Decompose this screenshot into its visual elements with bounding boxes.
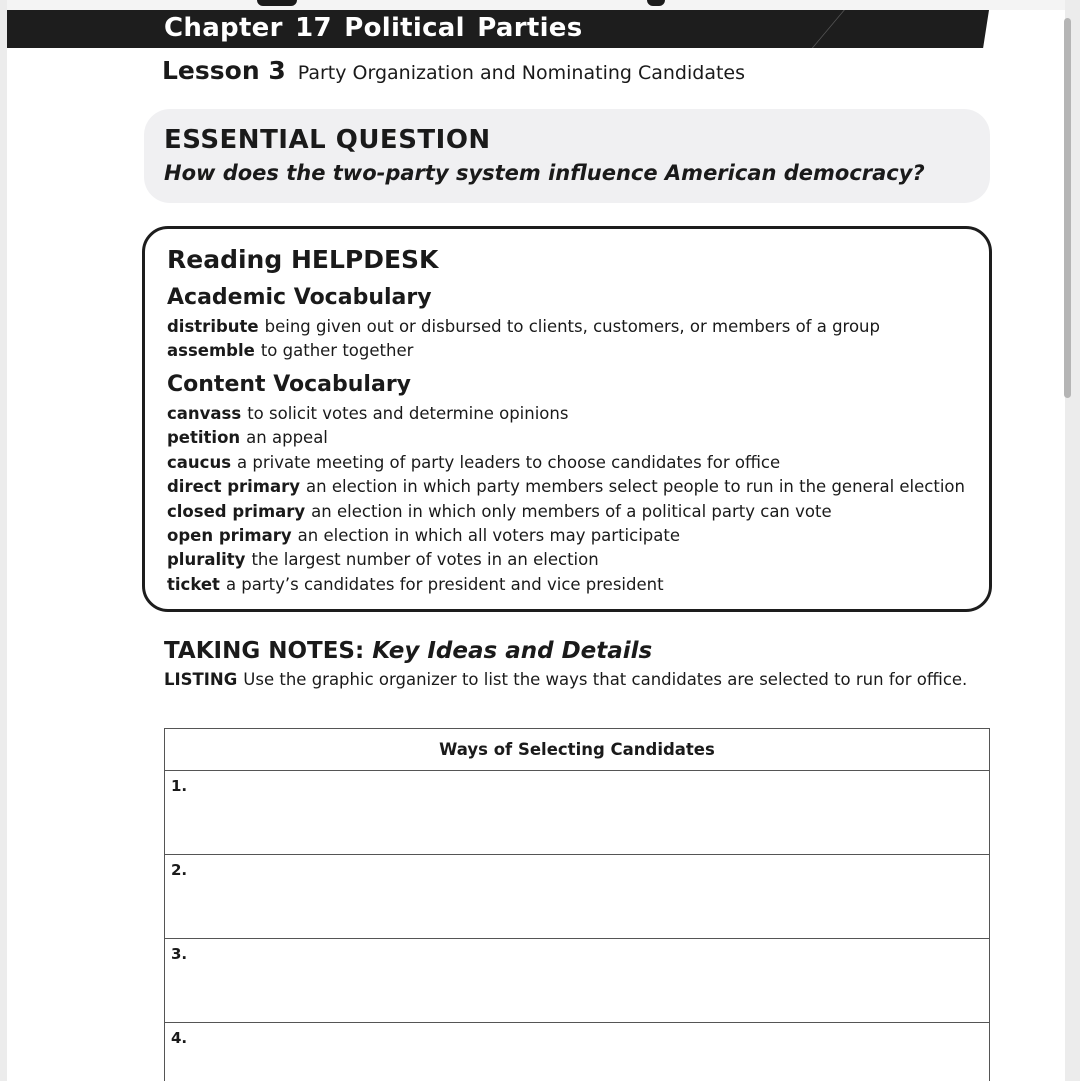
vocab-item [167, 475, 965, 499]
reading-helpdesk-box [142, 226, 992, 612]
vocab-definition: being given out or disbursed to clients, customers, or members of a group [264, 317, 880, 336]
vocab-item [167, 524, 965, 548]
vocab-definition: to gather together [260, 341, 414, 361]
academic-vocabulary-title: Academic Vocabulary [167, 285, 432, 310]
vocab-item [167, 573, 965, 597]
vocab-item [167, 451, 965, 475]
vocab-item [167, 339, 880, 363]
organizer-row[interactable] [165, 1023, 989, 1081]
vocab-definition: a party’s candidates for president and vice president [225, 574, 664, 594]
essential-question-box [144, 109, 990, 203]
lesson-subtitle: Party Organization and Nominating Candidates [297, 62, 746, 84]
vocab-term: distribute [167, 317, 259, 336]
academic-vocabulary-list [167, 315, 880, 364]
vocab-definition: an election in which only members of a political party can vote [311, 501, 832, 521]
row-number: 2. [171, 861, 188, 879]
scrollbar-thumb[interactable] [1064, 18, 1071, 398]
vocab-item [167, 426, 965, 450]
vocab-term: closed primary [167, 501, 306, 521]
organizer-header: Ways of Selecting Candidates [165, 729, 989, 771]
vocab-term: open primary [167, 526, 292, 546]
vocab-term: direct primary [167, 477, 301, 497]
vocab-definition: an election in which all voters may participate [297, 526, 680, 546]
vocab-term: ticket [167, 574, 220, 594]
vocab-item [167, 402, 965, 426]
vocab-term: canvass [167, 404, 242, 423]
vocab-definition: the largest number of votes in an election [251, 550, 599, 570]
lesson-heading [162, 56, 745, 85]
vocab-term: petition [167, 428, 241, 448]
taking-notes-prefix: TAKING NOTES: [164, 638, 365, 664]
vocab-definition: an appeal [246, 428, 328, 448]
organizer-row[interactable] [165, 771, 989, 855]
vocab-definition: to solicit votes and determine opinions [247, 404, 569, 423]
vocab-term: plurality [167, 550, 246, 570]
content-vocabulary-list [167, 402, 965, 597]
essential-question-text: How does the two-party system influence American democracy? [164, 161, 925, 185]
content-vocabulary-title: Content Vocabulary [167, 372, 412, 397]
vocab-definition: an election in which party members select people to run in the general election [306, 477, 965, 497]
listing-label: LISTING [164, 670, 238, 689]
lesson-label: Lesson 3 [162, 56, 286, 85]
cropped-header-strip [7, 0, 1065, 10]
taking-notes-subtitle: Key Ideas and Details [372, 638, 653, 664]
row-number: 1. [171, 777, 188, 795]
taking-notes-title [164, 638, 652, 664]
organizer-row[interactable] [165, 939, 989, 1023]
listing-text: Use the graphic organizer to list the ways that candidates are selected to run for office. [243, 670, 968, 689]
graphic-organizer-table [164, 728, 990, 1081]
vocab-term: assemble [167, 341, 255, 361]
vocab-item [167, 548, 965, 572]
helpdesk-title: Reading HELPDESK [167, 245, 439, 274]
organizer-row[interactable] [165, 855, 989, 939]
chapter-title: Chapter 17 Political Parties [164, 13, 583, 43]
vocab-item [167, 500, 965, 524]
vocab-term: caucus [167, 452, 232, 472]
listing-instruction [164, 670, 967, 689]
row-number: 4. [171, 1029, 188, 1047]
worksheet-page [7, 0, 1065, 1081]
essential-question-title: ESSENTIAL QUESTION [164, 125, 491, 155]
vocab-definition: a private meeting of party leaders to choose candidates for office [237, 452, 781, 472]
row-number: 3. [171, 945, 188, 963]
vocab-item [167, 315, 880, 339]
